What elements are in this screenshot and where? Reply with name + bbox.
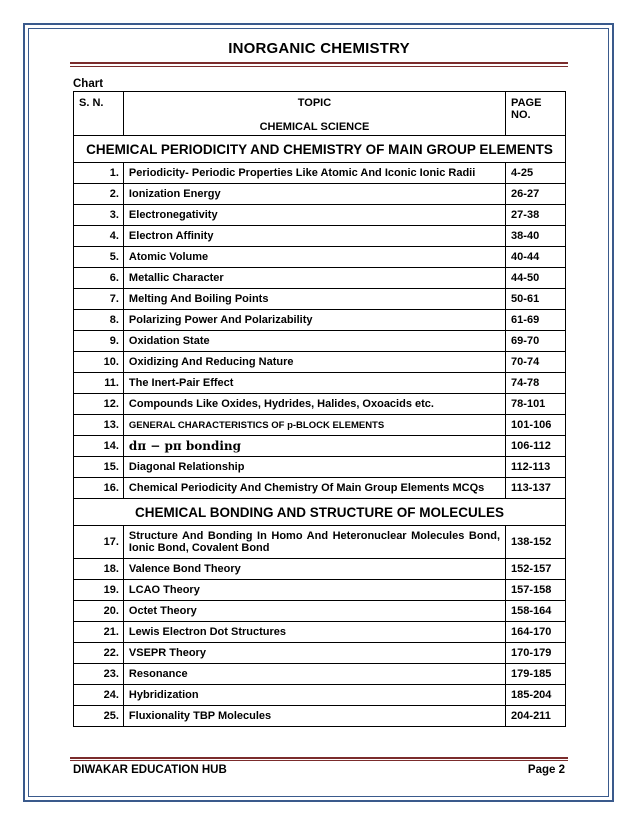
table-row: [74, 310, 566, 331]
row-page-range: 4-25: [506, 163, 566, 184]
row-serial-number: 13.: [74, 415, 124, 436]
table-row: [74, 559, 566, 580]
table-row: [74, 664, 566, 685]
table-row: [74, 268, 566, 289]
row-page-range: 40-44: [506, 247, 566, 268]
row-topic: Diagonal Relationship: [123, 457, 505, 478]
row-page-range: 179-185: [506, 664, 566, 685]
table-row: [74, 415, 566, 436]
row-topic: VSEPR Theory: [123, 643, 505, 664]
row-topic: Hybridization: [123, 685, 505, 706]
row-serial-number: 25.: [74, 706, 124, 727]
table-row: [74, 601, 566, 622]
table-row: [74, 205, 566, 226]
row-topic: Resonance: [123, 664, 505, 685]
table-row: [74, 163, 566, 184]
row-page-range: 113-137: [506, 478, 566, 499]
row-serial-number: 1.: [74, 163, 124, 184]
row-page-range: 157-158: [506, 580, 566, 601]
table-header-row: [74, 92, 566, 136]
row-topic: Metallic Character: [123, 268, 505, 289]
section-heading: CHEMICAL PERIODICITY AND CHEMISTRY OF MAIN GROUP ELEMENTS: [74, 136, 566, 163]
row-serial-number: 3.: [74, 205, 124, 226]
row-page-range: 61-69: [506, 310, 566, 331]
row-topic: Fluxionality TBP Molecules: [123, 706, 505, 727]
header-topic-subtitle: CHEMICAL SCIENCE: [259, 121, 370, 133]
row-page-range: 27-38: [506, 205, 566, 226]
table-row: [74, 643, 566, 664]
section-heading: CHEMICAL BONDING AND STRUCTURE OF MOLECULES: [74, 499, 566, 526]
row-topic: Chemical Periodicity And Chemistry Of Main Group Elements MCQs: [123, 478, 505, 499]
footer-publisher: DIWAKAR EDUCATION HUB: [73, 764, 227, 776]
footer-rule: [70, 757, 568, 759]
table-row: [74, 331, 566, 352]
contents-table: [73, 91, 566, 727]
row-topic: The Inert-Pair Effect: [123, 373, 505, 394]
row-topic: Polarizing Power And Polarizability: [123, 310, 505, 331]
row-serial-number: 19.: [74, 580, 124, 601]
row-page-range: 185-204: [506, 685, 566, 706]
row-serial-number: 6.: [74, 268, 124, 289]
row-topic: Structure And Bonding In Homo And Heteronuclear Molecules Bond, Ionic Bond, Covalent Bond: [123, 526, 505, 559]
row-serial-number: 7.: [74, 289, 124, 310]
row-serial-number: 21.: [74, 622, 124, 643]
row-page-range: 112-113: [506, 457, 566, 478]
table-row: [74, 289, 566, 310]
row-serial-number: 12.: [74, 394, 124, 415]
page-title: INORGANIC CHEMISTRY: [228, 40, 410, 57]
row-page-range: 101-106: [506, 415, 566, 436]
section-heading-row: [74, 136, 566, 163]
row-topic: Melting And Boiling Points: [123, 289, 505, 310]
row-page-range: 70-74: [506, 352, 566, 373]
row-serial-number: 24.: [74, 685, 124, 706]
table-row: [74, 622, 566, 643]
row-topic: Oxidation State: [123, 331, 505, 352]
row-page-range: 69-70: [506, 331, 566, 352]
row-topic: Octet Theory: [123, 601, 505, 622]
table-row: [74, 394, 566, 415]
row-page-range: 204-211: [506, 706, 566, 727]
row-page-range: 138-152: [506, 526, 566, 559]
header-topic: [123, 92, 505, 136]
row-serial-number: 8.: [74, 310, 124, 331]
footer-rule-thin: [70, 760, 568, 761]
row-topic: Valence Bond Theory: [123, 559, 505, 580]
row-topic: Compounds Like Oxides, Hydrides, Halides, Oxoacids etc.: [123, 394, 505, 415]
row-serial-number: 10.: [74, 352, 124, 373]
row-serial-number: 22.: [74, 643, 124, 664]
row-serial-number: 15.: [74, 457, 124, 478]
row-serial-number: 4.: [74, 226, 124, 247]
table-row: [74, 436, 566, 457]
row-page-range: 106-112: [506, 436, 566, 457]
row-topic: Oxidizing And Reducing Nature: [123, 352, 505, 373]
row-topic: Atomic Volume: [123, 247, 505, 268]
row-page-range: 78-101: [506, 394, 566, 415]
row-topic: Periodicity- Periodic Properties Like Atomic And Iconic Ionic Radii: [123, 163, 505, 184]
row-serial-number: 9.: [74, 331, 124, 352]
table-row: [74, 226, 566, 247]
row-topic: GENERAL CHARACTERISTICS OF p-BLOCK ELEMENTS: [123, 415, 505, 436]
table-row: [74, 580, 566, 601]
header-topic-label: TOPIC: [297, 97, 332, 109]
row-page-range: 158-164: [506, 601, 566, 622]
header-rule-thin: [70, 66, 568, 67]
row-serial-number: 23.: [74, 664, 124, 685]
table-row: [74, 706, 566, 727]
row-serial-number: 18.: [74, 559, 124, 580]
row-page-range: 152-157: [506, 559, 566, 580]
row-serial-number: 16.: [74, 478, 124, 499]
table-row: [74, 373, 566, 394]
table-row: [74, 478, 566, 499]
table-row: [74, 247, 566, 268]
row-page-range: 38-40: [506, 226, 566, 247]
row-topic: dπ − pπ bonding: [123, 436, 505, 457]
header-rule: [70, 62, 568, 64]
table-row: [74, 352, 566, 373]
row-serial-number: 20.: [74, 601, 124, 622]
header-sn: S. N.: [74, 92, 124, 136]
row-topic: Ionization Energy: [123, 184, 505, 205]
row-serial-number: 17.: [74, 526, 124, 559]
chart-label: Chart: [73, 78, 104, 90]
footer-page-number: Page 2: [527, 764, 565, 776]
row-page-range: 44-50: [506, 268, 566, 289]
table-row: [74, 184, 566, 205]
row-serial-number: 5.: [74, 247, 124, 268]
row-page-range: 50-61: [506, 289, 566, 310]
header-page: PAGE NO.: [506, 92, 566, 136]
row-serial-number: 11.: [74, 373, 124, 394]
row-page-range: 164-170: [506, 622, 566, 643]
row-page-range: 26-27: [506, 184, 566, 205]
row-topic: Lewis Electron Dot Structures: [123, 622, 505, 643]
row-serial-number: 2.: [74, 184, 124, 205]
row-page-range: 170-179: [506, 643, 566, 664]
row-topic: Electronegativity: [123, 205, 505, 226]
row-topic: LCAO Theory: [123, 580, 505, 601]
row-topic: Electron Affinity: [123, 226, 505, 247]
row-serial-number: 14.: [74, 436, 124, 457]
row-page-range: 74-78: [506, 373, 566, 394]
table-row: [74, 526, 566, 559]
table-row: [74, 685, 566, 706]
table-row: [74, 457, 566, 478]
section-heading-row: [74, 499, 566, 526]
